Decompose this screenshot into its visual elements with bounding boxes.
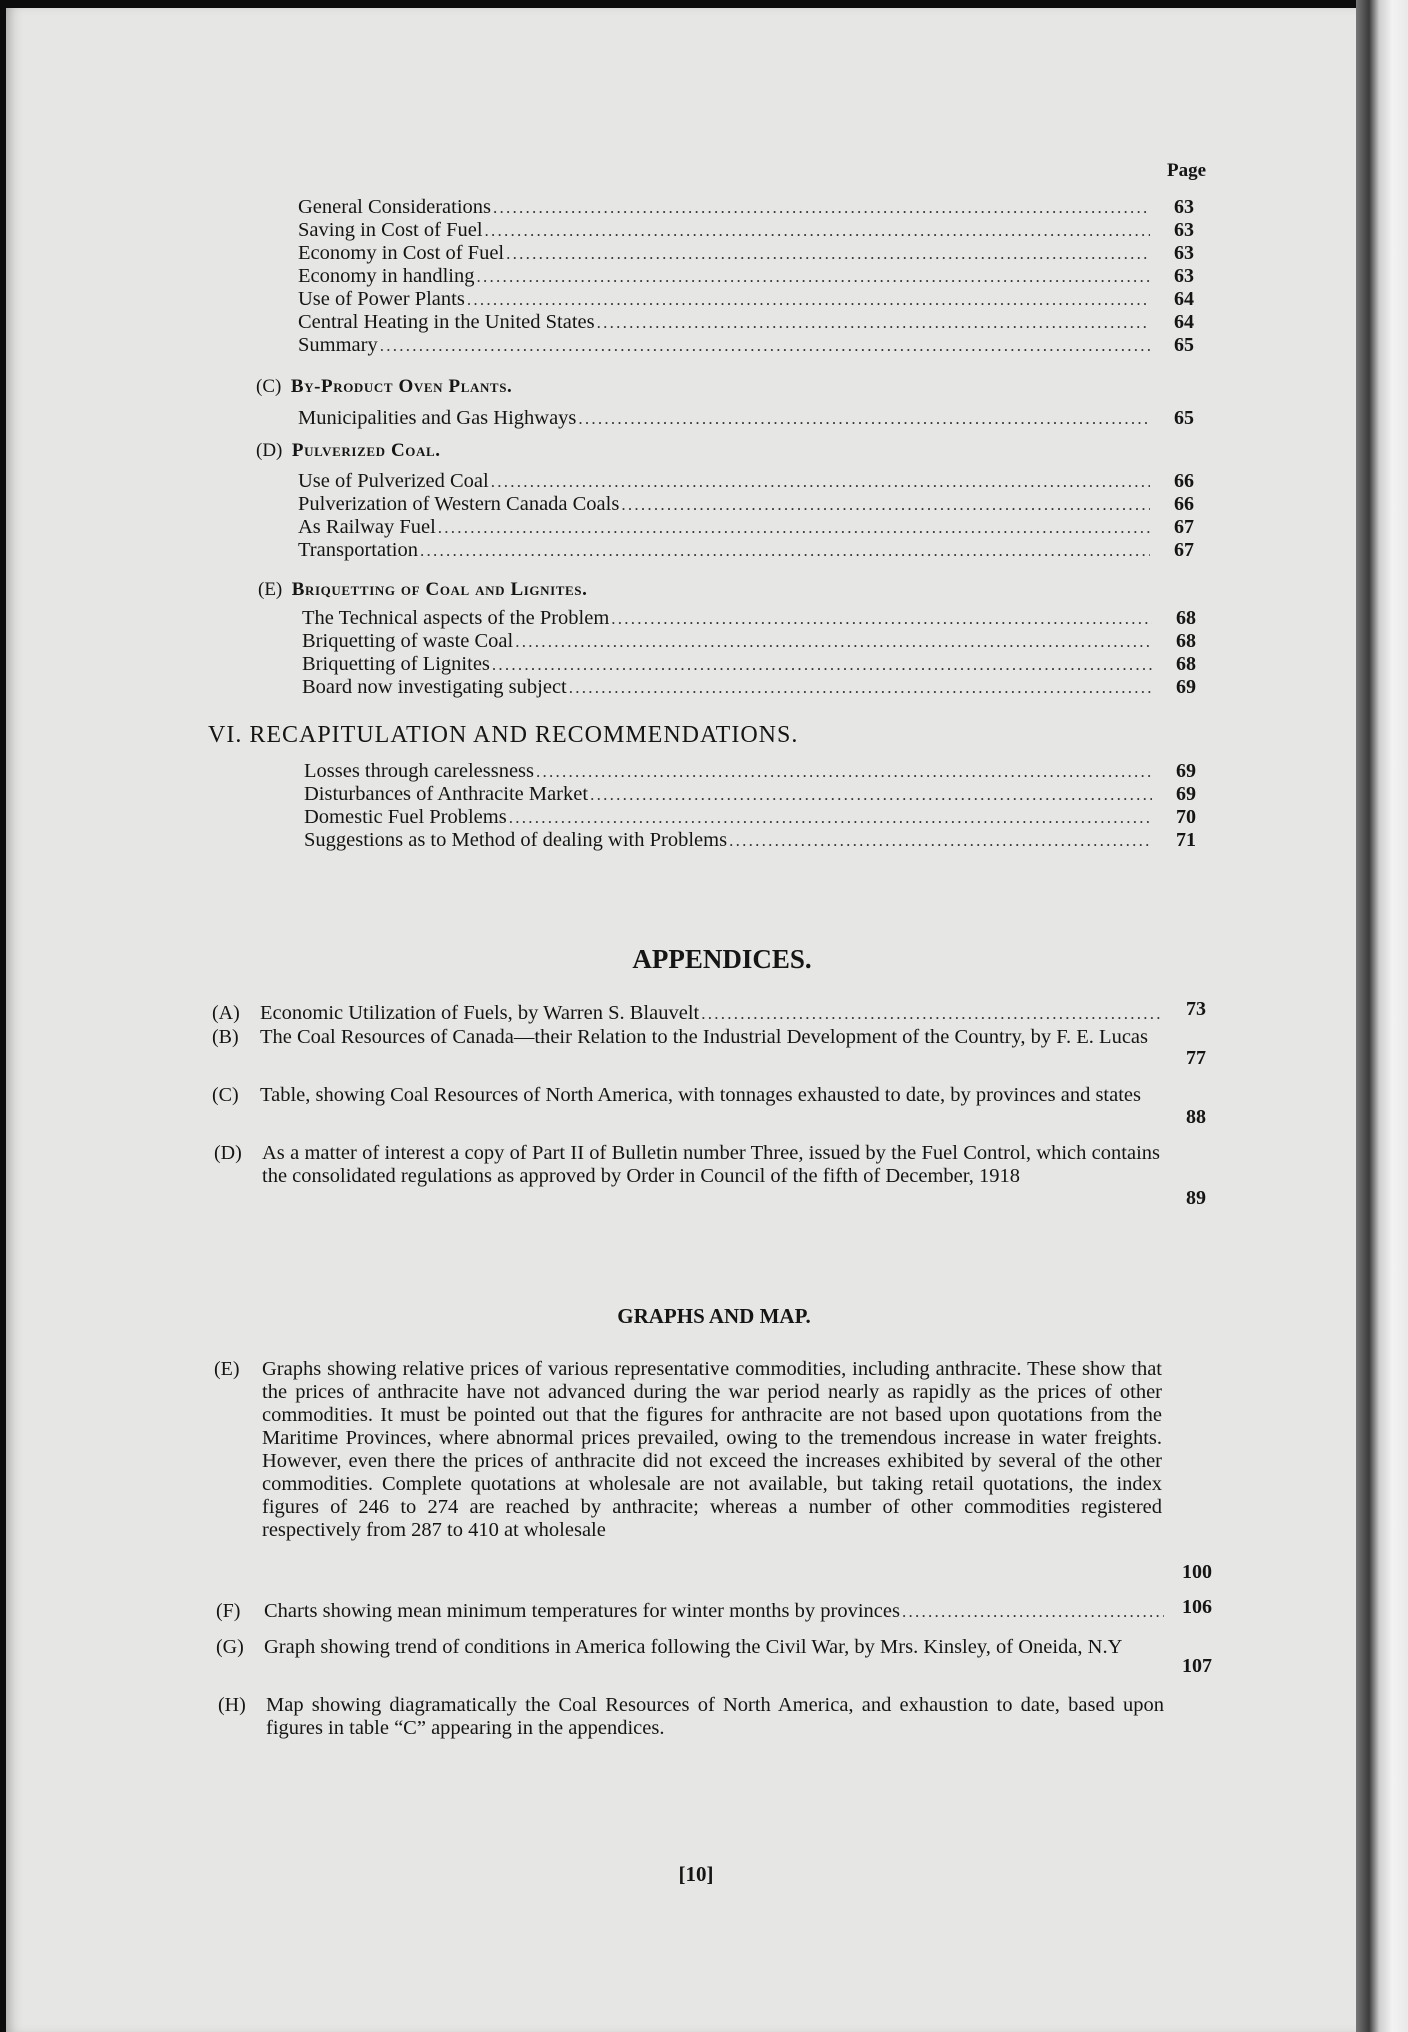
toc-entry: The Technical aspects of the Problem . . . — [302, 607, 1152, 630]
graph-page-number: 100 — [1182, 1561, 1212, 1583]
appendix-page-number: 89 — [1186, 1187, 1206, 1209]
appendix-mark: (C) — [212, 1084, 239, 1106]
appendix-page-number: 77 — [1186, 1047, 1206, 1069]
toc-entry: Municipalities and Gas Highways . . . — [298, 407, 1150, 430]
toc-page-number: 71 — [1176, 829, 1196, 851]
appendix-mark: (B) — [212, 1026, 239, 1048]
graphs-title: GRAPHS AND MAP. — [617, 1304, 811, 1328]
page-folio: [10] — [678, 1862, 714, 1886]
toc-entry: Domestic Fuel Problems . . . — [304, 806, 1152, 829]
appendix-entry: As a matter of interest a copy of Part II of Bulletin number Three, issued by the Fuel Control, which contains the consolidated regulations as approved by Order in Council of the fifth of December, 1918 — [262, 1142, 1160, 1187]
appendix-mark: (A) — [212, 1002, 240, 1024]
toc-page-number: 63 — [1174, 219, 1194, 241]
toc-page-number: 63 — [1174, 265, 1194, 287]
page-sheet — [6, 8, 1358, 2032]
toc-page-number: 66 — [1174, 470, 1194, 492]
graph-page-number: 107 — [1182, 1655, 1212, 1677]
toc-entry: Use of Pulverized Coal . . . — [298, 470, 1150, 493]
toc-entry: Pulverization of Western Canada Coals . . . — [298, 493, 1150, 516]
toc-entry: Disturbances of Anthracite Market . . . — [304, 783, 1152, 806]
toc-entry: Board now investigating subject . . . — [302, 676, 1152, 699]
graph-page-number: 106 — [1182, 1596, 1212, 1618]
section-e-heading: (E) Briquetting of Coal and Lignites. — [258, 579, 588, 600]
section-c-heading: (C) By-Product Oven Plants. — [256, 376, 513, 397]
section-vi-heading: VI. RECAPITULATION AND RECOMMENDATIONS. — [208, 722, 799, 748]
graph-entry: Map showing diagramatically the Coal Resources of North America, and exhaustion to date, based upon figures in table “C” appearing in the appendices. — [266, 1694, 1164, 1739]
book-spine-edge — [1356, 0, 1408, 2032]
graph-entry: Graph showing trend of conditions in America following the Civil War, by Mrs. Kinsley, of Oneida, N.Y — [264, 1636, 1123, 1658]
graph-mark: (F) — [216, 1600, 241, 1622]
toc-entry: Suggestions as to Method of dealing with Problems . . . — [304, 829, 1152, 852]
graph-entry: Graphs showing relative prices of various representative commodities, including anthracite. These show that the prices of anthracite have not advanced during the war period nearly as rapidly as the prices of other commodities. It must be pointed out that the figures for anthracite are not based upon quotations from the Maritime Provinces, where abnormal prices prevailed, owing to the tremendous increase in water freights. However, even there the prices of anthracite did not exceed the increases exhibited by several of the other commodities. Complete quotations at wholesale are not available, but taking retail quotations, the index figures of 246 to 274 are reached by anthracite; whereas a number of other commodities registered respectively from 287 to 410 at wholesale — [262, 1358, 1162, 1541]
toc-entry: Central Heating in the United States . . . — [298, 311, 1150, 334]
toc-entry: Saving in Cost of Fuel . . . — [298, 219, 1150, 242]
graph-mark: (H) — [218, 1694, 246, 1716]
section-d-heading: (D) Pulverized Coal. — [256, 440, 441, 461]
toc-page-number: 63 — [1174, 196, 1194, 218]
toc-entry: Briquetting of Lignites . . . — [302, 653, 1152, 676]
toc-entry: Economy in handling . . . — [298, 265, 1150, 288]
toc-page-number: 69 — [1176, 676, 1196, 698]
toc-page-number: 70 — [1176, 806, 1196, 828]
toc-page-number: 65 — [1174, 407, 1194, 429]
toc-page-number: 68 — [1176, 653, 1196, 675]
graph-mark: (G) — [216, 1636, 244, 1658]
toc-entry: Economy in Cost of Fuel . . . — [298, 242, 1150, 265]
page-column-header: Page — [1167, 160, 1207, 181]
appendix-entry: Table, showing Coal Resources of North America, with tonnages exhausted to date, by provinces and states — [260, 1084, 1141, 1106]
toc-page-number: 69 — [1176, 760, 1196, 782]
graph-mark: (E) — [214, 1358, 240, 1380]
appendix-page-number: 88 — [1186, 1106, 1206, 1128]
toc-page-number: 64 — [1174, 311, 1194, 333]
appendix-entry: The Coal Resources of Canada—their Relation to the Industrial Development of the Country, by F. E. Lucas — [260, 1026, 1148, 1048]
toc-page-number: 65 — [1174, 334, 1194, 356]
toc-page-number: 67 — [1174, 539, 1194, 561]
appendix-page-number: 73 — [1186, 998, 1206, 1020]
toc-page-number: 63 — [1174, 242, 1194, 264]
toc-entry: Losses through carelessness . . . — [304, 760, 1152, 783]
appendix-entry: Economic Utilization of Fuels, by Warren S. Blauvelt . . . — [260, 1002, 1162, 1025]
toc-page-number: 68 — [1176, 607, 1196, 629]
toc-entry: General Considerations . . . — [298, 196, 1150, 219]
toc-page-number: 69 — [1176, 783, 1196, 805]
toc-entry: Transportation . . . — [298, 539, 1150, 562]
toc-entry: Summary . . . — [298, 334, 1150, 357]
toc-entry: As Railway Fuel . . . — [298, 516, 1150, 539]
toc-page-number: 67 — [1174, 516, 1194, 538]
appendices-title: APPENDICES. — [632, 944, 812, 974]
toc-entry: Use of Power Plants . . . — [298, 288, 1150, 311]
toc-entry: Briquetting of waste Coal . . . — [302, 630, 1152, 653]
appendix-mark: (D) — [214, 1142, 242, 1164]
toc-page-number: 64 — [1174, 288, 1194, 310]
toc-page-number: 66 — [1174, 493, 1194, 515]
graph-entry: Charts showing mean minimum temperatures for winter months by provinces . . . — [264, 1600, 1164, 1623]
toc-page-number: 68 — [1176, 630, 1196, 652]
